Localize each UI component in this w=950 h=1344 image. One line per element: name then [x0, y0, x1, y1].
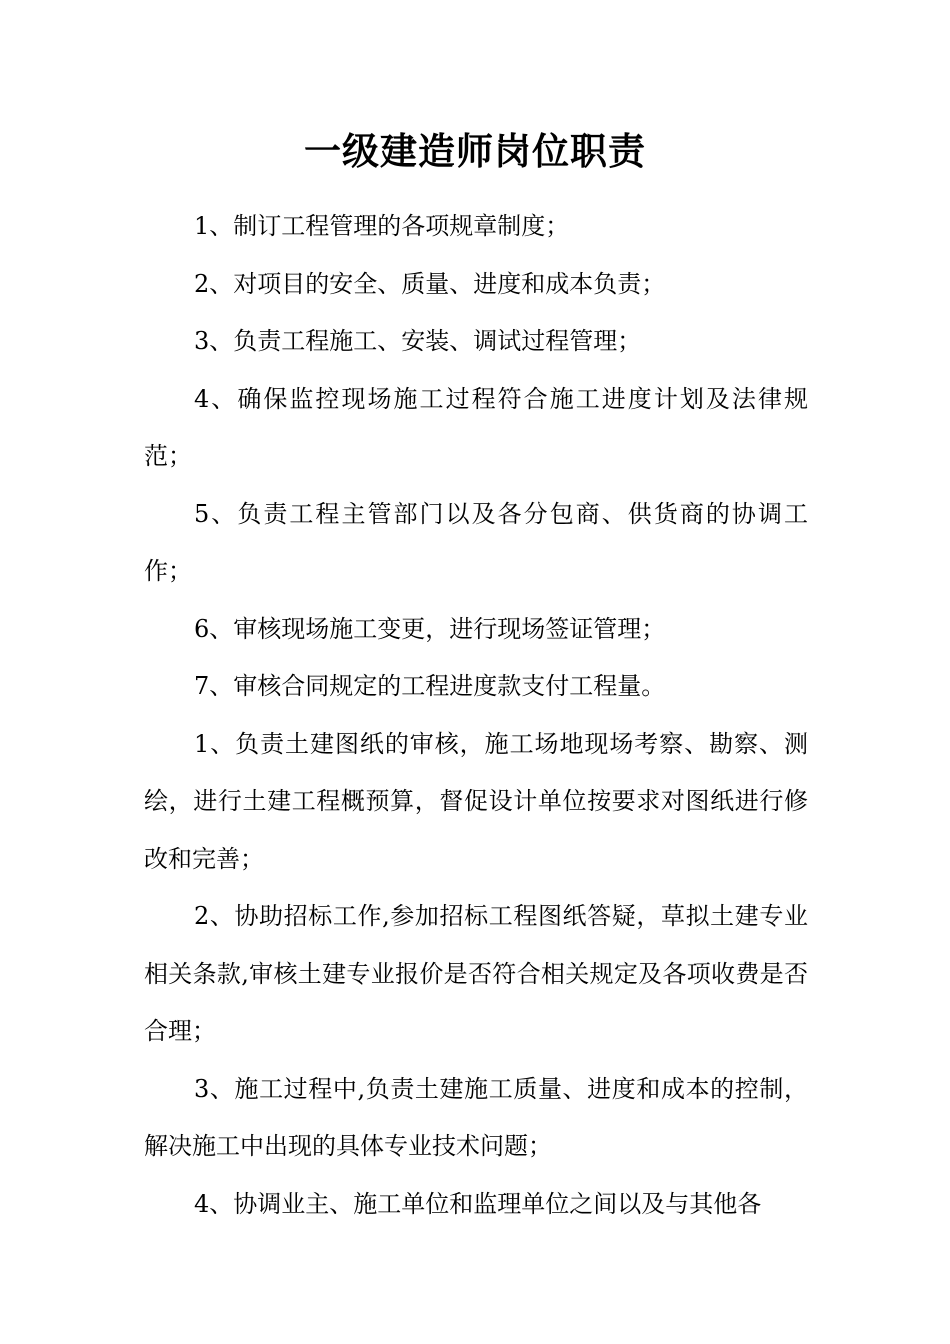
paragraph-11: 4、协调业主、施工单位和监理单位之间以及与其他各	[194, 1189, 762, 1218]
paragraph-8: 1、负责土建图纸的审核，施工场地现场考察、勘察、测绘，进行土建工程概预算，督促设计单位按要求对图纸进行修改和完善；	[144, 729, 808, 873]
paragraph-4: 4、确保监控现场施工过程符合施工进度计划及法律规范；	[144, 384, 808, 470]
paragraph-6: 6、审核现场施工变更，进行现场签证管理；	[194, 614, 666, 643]
paragraph-9: 2、协助招标工作,参加招标工程图纸答疑，草拟土建专业相关条款,审核土建专业报价是否符合相关规定及各项收费是否合理；	[144, 902, 808, 1045]
paragraph-5: 5、负责工程主管部门以及各分包商、供货商的协调工作；	[144, 499, 808, 585]
paragraph-2: 2、对项目的安全、质量、进度和成本负责；	[194, 269, 666, 298]
paragraph-1: 1、制订工程管理的各项规章制度；	[194, 212, 570, 240]
document-title: 一级建造师岗位职责	[304, 130, 646, 173]
paragraph-10: 3、施工过程中,负责土建施工质量、进度和成本的控制，解决施工中出现的具体专业技术问题；	[144, 1074, 808, 1160]
document-body	[144, 198, 808, 1233]
paragraph-3: 3、负责工程施工、安装、调试过程管理；	[194, 327, 642, 355]
paragraph-7: 7、审核合同规定的工程进度款支付工程量。	[194, 672, 666, 700]
